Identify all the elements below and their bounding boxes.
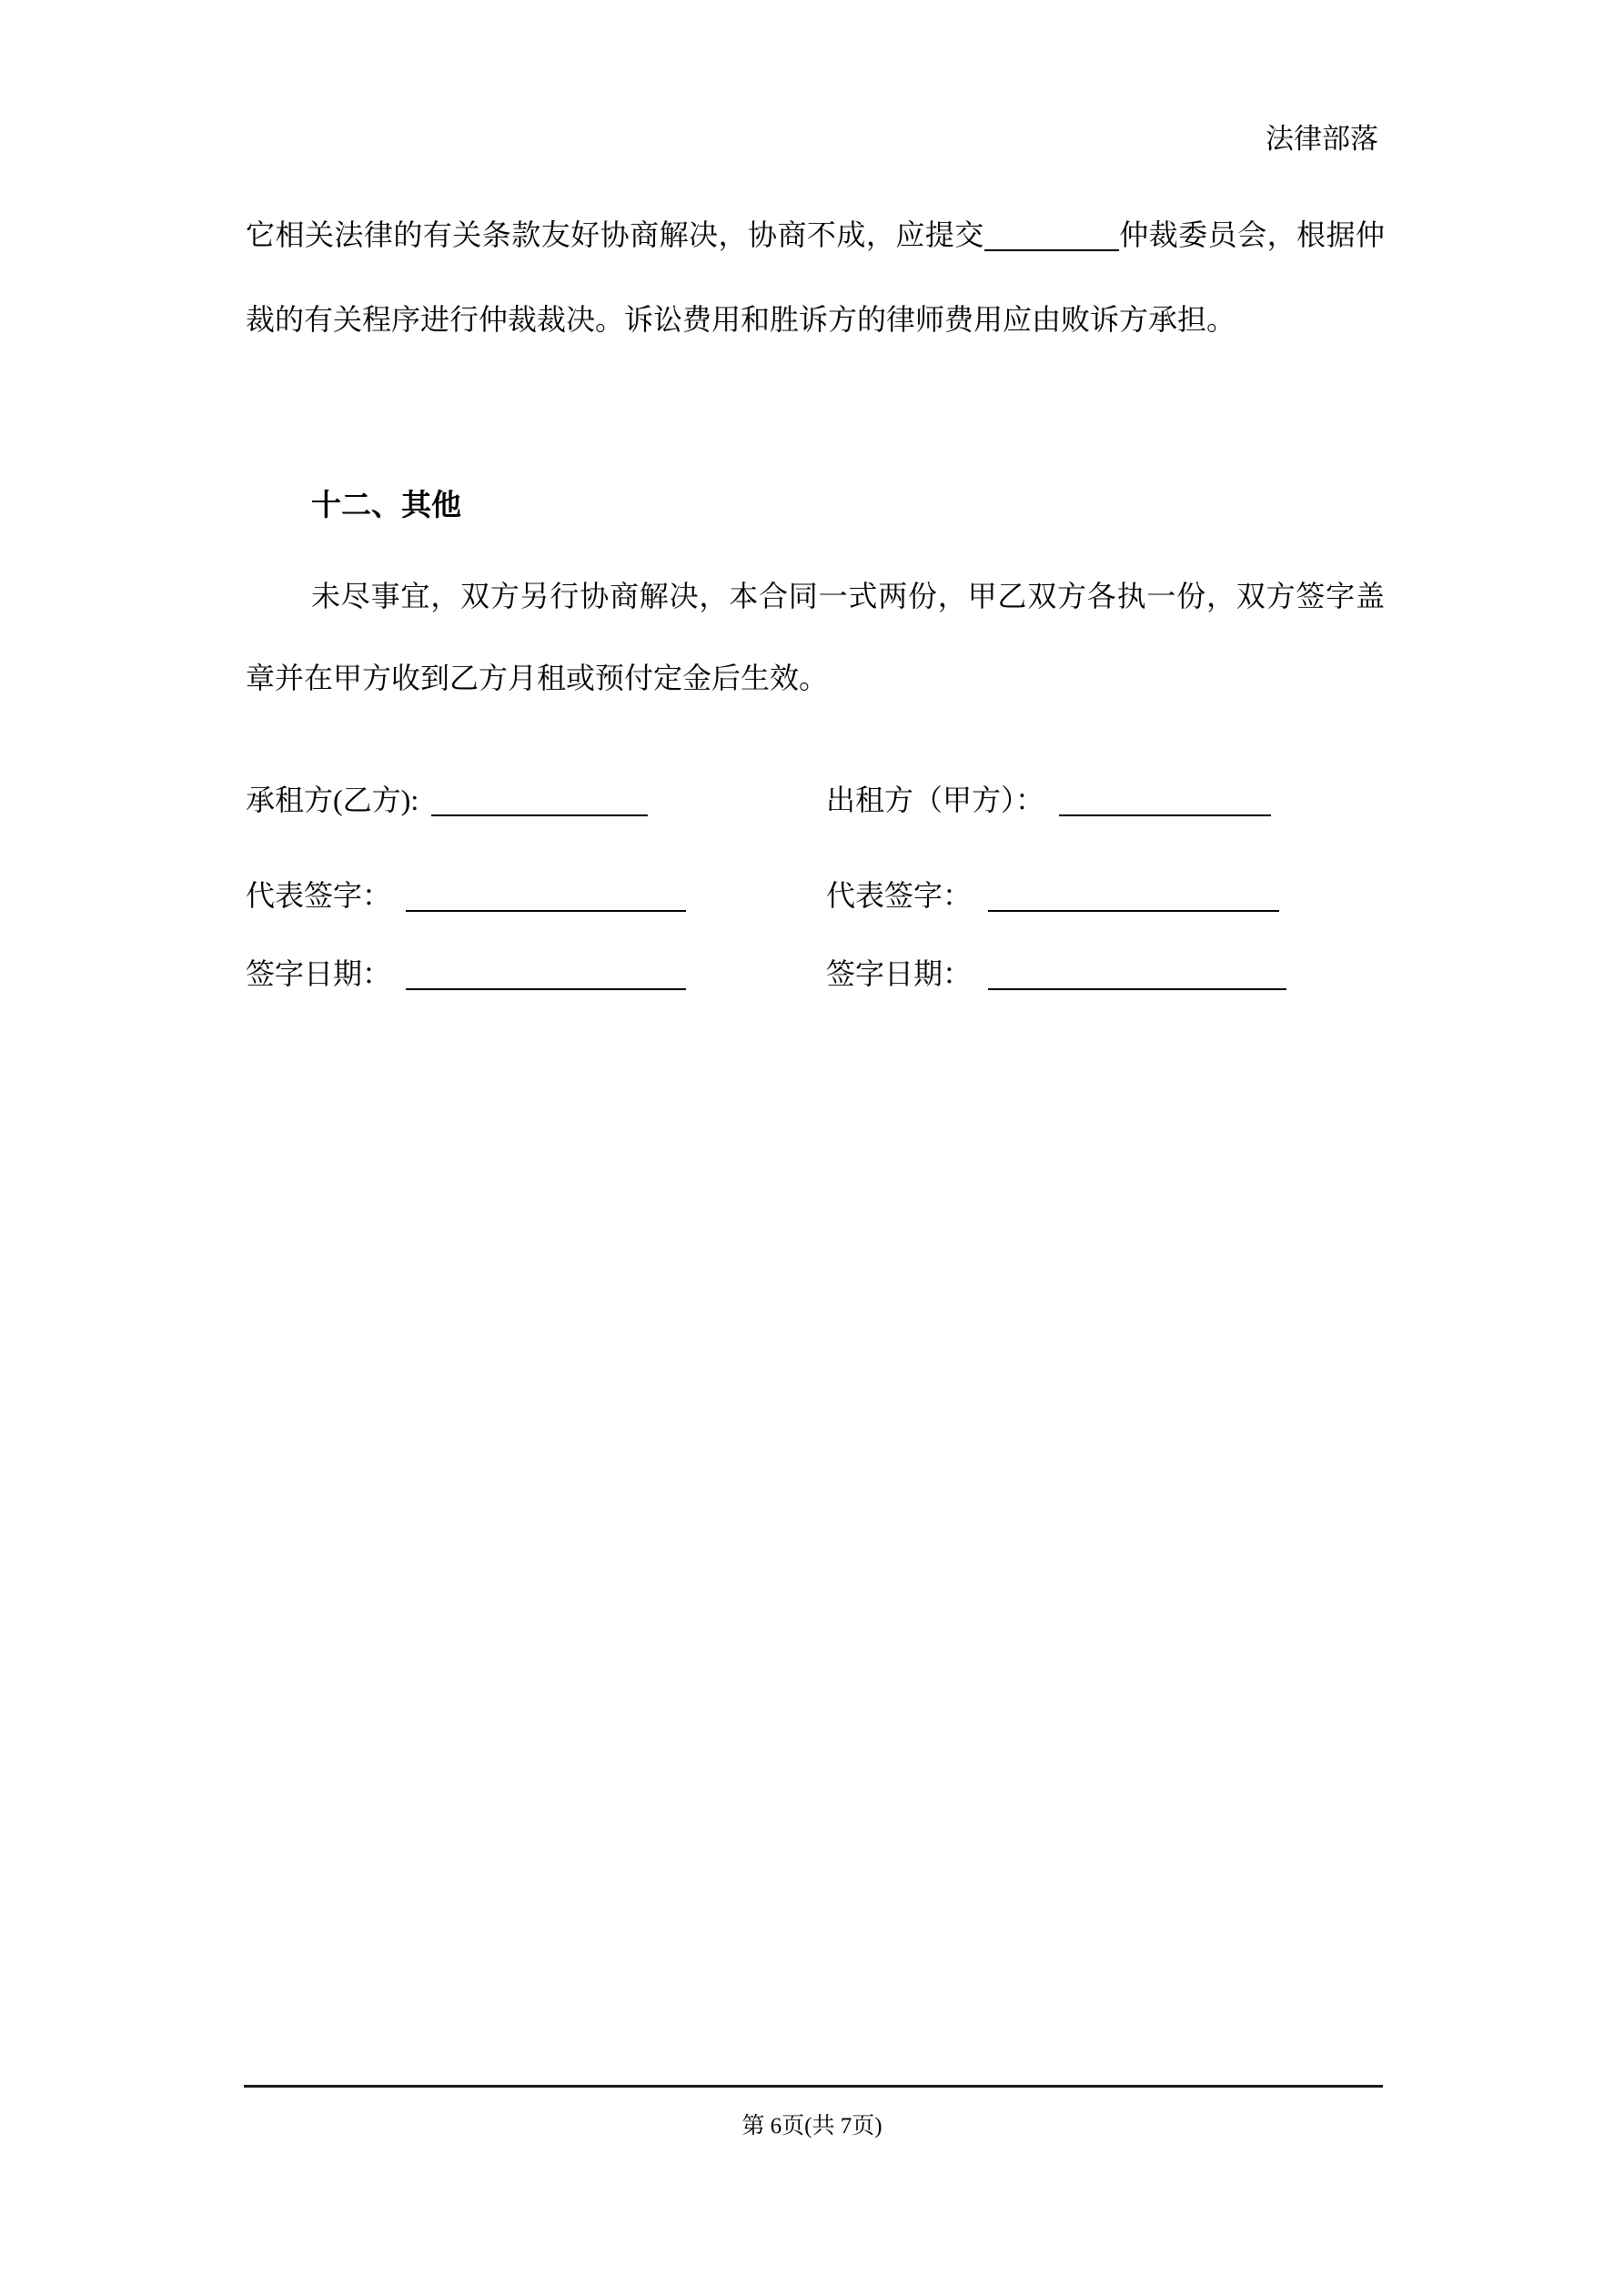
arbitration-paragraph [246,193,1385,362]
landlord-date-line [826,950,1385,997]
landlord-representative-line [826,872,1385,919]
tenant-party-line [246,776,826,824]
landlord-representative-label: 代表签字： [826,879,973,912]
section-12-heading: 十二、其他 [311,488,461,521]
landlord-party-line [826,776,1385,824]
tenant-date-label: 签字日期： [246,957,392,990]
arbitration-committee-blank [984,220,1119,251]
landlord-representative-blank [988,881,1279,912]
page-number-indicator: 第 6页(共 7页) [741,2114,883,2139]
landlord-party-label: 出租方（甲方）： [826,784,1045,816]
tenant-representative-line [246,872,826,919]
tenant-representative-label: 代表签字： [246,879,392,912]
tenant-date-line [246,950,826,997]
landlord-date-blank [988,959,1286,990]
tenant-party-label: 承租方(乙方): [246,784,419,816]
tenant-party-blank [431,785,648,816]
brand-watermark: 法律部落 [1266,123,1378,155]
signature-row-date [246,950,1385,997]
signature-row-representative [246,872,1385,919]
tenant-representative-blank [406,881,686,912]
landlord-party-blank [1059,785,1271,816]
tenant-date-blank [406,959,686,990]
landlord-date-label: 签字日期： [826,957,973,990]
footer-divider [244,2085,1383,2088]
arbitration-text-after-blank: 仲裁委员会，根据仲裁的有关程序进行仲裁裁决。诉讼费用和胜诉方的律师费用应由败诉方承担。 [246,218,1385,336]
signature-row-party [246,776,1385,824]
arbitration-text-before-blank: 它相关法律的有关条款友好协商解决，协商不成，应提交 [246,218,984,251]
miscellaneous-paragraph: 未尽事宜，双方另行协商解决，本合同一式两份，甲乙双方各执一份，双方签字盖章并在甲方收到乙方月租或预付定金后生效。 [246,580,1385,694]
